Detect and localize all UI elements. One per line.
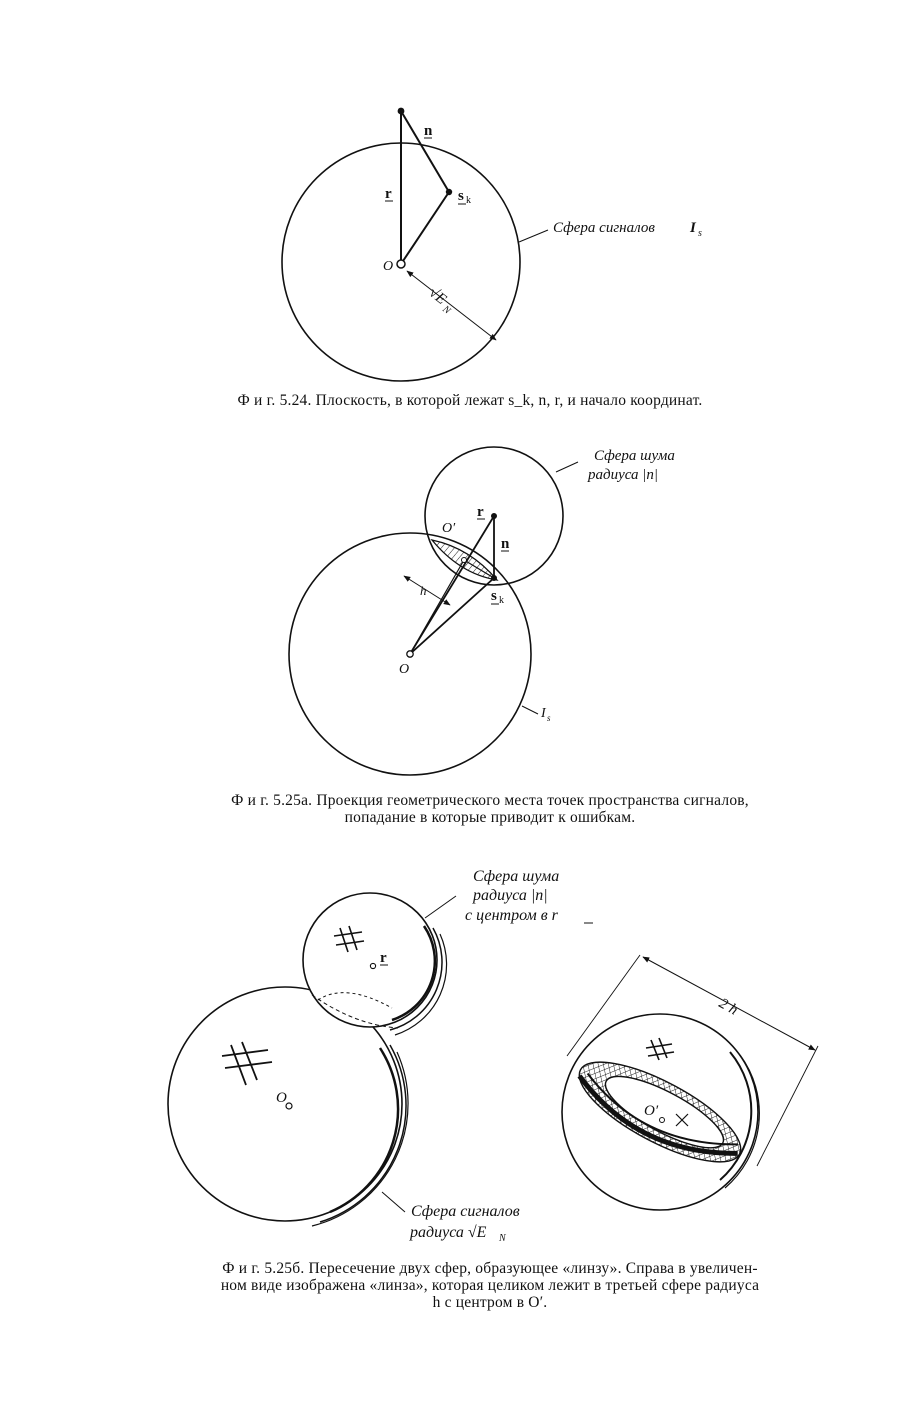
radius-label	[424, 285, 459, 318]
caption-5-24: Ф и г. 5.24. Плоскость, в которой лежат s_k, n, r, и начало координат.	[237, 392, 703, 409]
figure-5-24	[282, 108, 702, 381]
signal-label-line1-b: Сфера сигналов	[411, 1203, 520, 1220]
noise-label-line1-b: Сфера шума	[473, 868, 560, 885]
svg-text:2 h: 2 h	[716, 995, 741, 1019]
noise-label-line1-a: Сфера шума	[594, 448, 675, 464]
r-point	[398, 108, 405, 115]
noise-sphere-b	[303, 893, 437, 1027]
sk-point-a	[491, 575, 497, 581]
sphere-symbol: I	[690, 220, 696, 236]
o-prime-point-a	[462, 558, 467, 563]
caption-5-25b-line3: h с центром в O′.	[432, 1294, 548, 1311]
sk-point	[446, 189, 452, 195]
origin-point-a	[407, 651, 413, 657]
signal-label-sub-b: N	[499, 1233, 506, 1244]
svg-text:√E: √E	[425, 284, 450, 308]
origin-point	[397, 260, 405, 268]
h-label-a: h	[420, 583, 427, 598]
noise-label-line3-b: с центром в r	[465, 907, 558, 924]
h-arrow	[404, 576, 450, 605]
sphere-label: Сфера сигналов	[553, 220, 655, 236]
r-label-b: r	[380, 950, 387, 966]
svg-text:N: N	[440, 303, 453, 317]
sphere-leader	[519, 230, 548, 242]
signal-label-line2-b: радиуса √E	[410, 1224, 487, 1241]
r-point-b	[370, 963, 375, 968]
figure-5-25a	[289, 447, 675, 775]
caption-5-25a-line2: попадание в которые приводит к ошибкам.	[344, 809, 636, 826]
caption-5-25b-line2: ном виде изображена «линза», которая целиком лежит в третьей сфере радиуса	[220, 1277, 760, 1294]
origin-label-a: O	[399, 662, 410, 677]
origin-label: O	[383, 259, 394, 274]
sk-label: s	[458, 188, 464, 204]
n-label: n	[424, 123, 433, 139]
o-prime-label-b: O′	[644, 1103, 659, 1119]
sphere-symbol-sub: s	[698, 228, 702, 239]
is-sub-a: s	[547, 713, 551, 723]
o-big-point	[286, 1103, 292, 1109]
sk-label-a: s	[491, 588, 497, 604]
noise-label-line2-b: радиуса |n|	[473, 887, 548, 904]
o-prime-label-a: O′	[442, 521, 456, 536]
is-label-a: I	[541, 706, 546, 721]
r-label: r	[385, 186, 392, 202]
o-big-label: O	[276, 1090, 287, 1106]
caption-5-25a-line1: Ф и г. 5.25а. Проекция геометрического места точек пространства сигналов,	[231, 792, 749, 809]
n-label-a: n	[501, 536, 510, 552]
noise-label-line2-a: радиуса |n|	[588, 467, 659, 483]
radius-arrow	[407, 271, 496, 340]
sk-subscript-a: k	[499, 595, 504, 606]
r-label-a: r	[477, 504, 484, 520]
r-point-a	[491, 513, 497, 519]
sk-vector	[401, 192, 449, 264]
caption-5-25b-line1: Ф и г. 5.25б. Пересечение двух сфер, образующее «линзу». Справа в увеличен-	[222, 1260, 758, 1277]
figure-5-25b	[168, 868, 818, 1244]
is-leader-a	[522, 706, 538, 714]
noise-leader-a	[556, 462, 578, 472]
sk-subscript: k	[466, 195, 471, 206]
